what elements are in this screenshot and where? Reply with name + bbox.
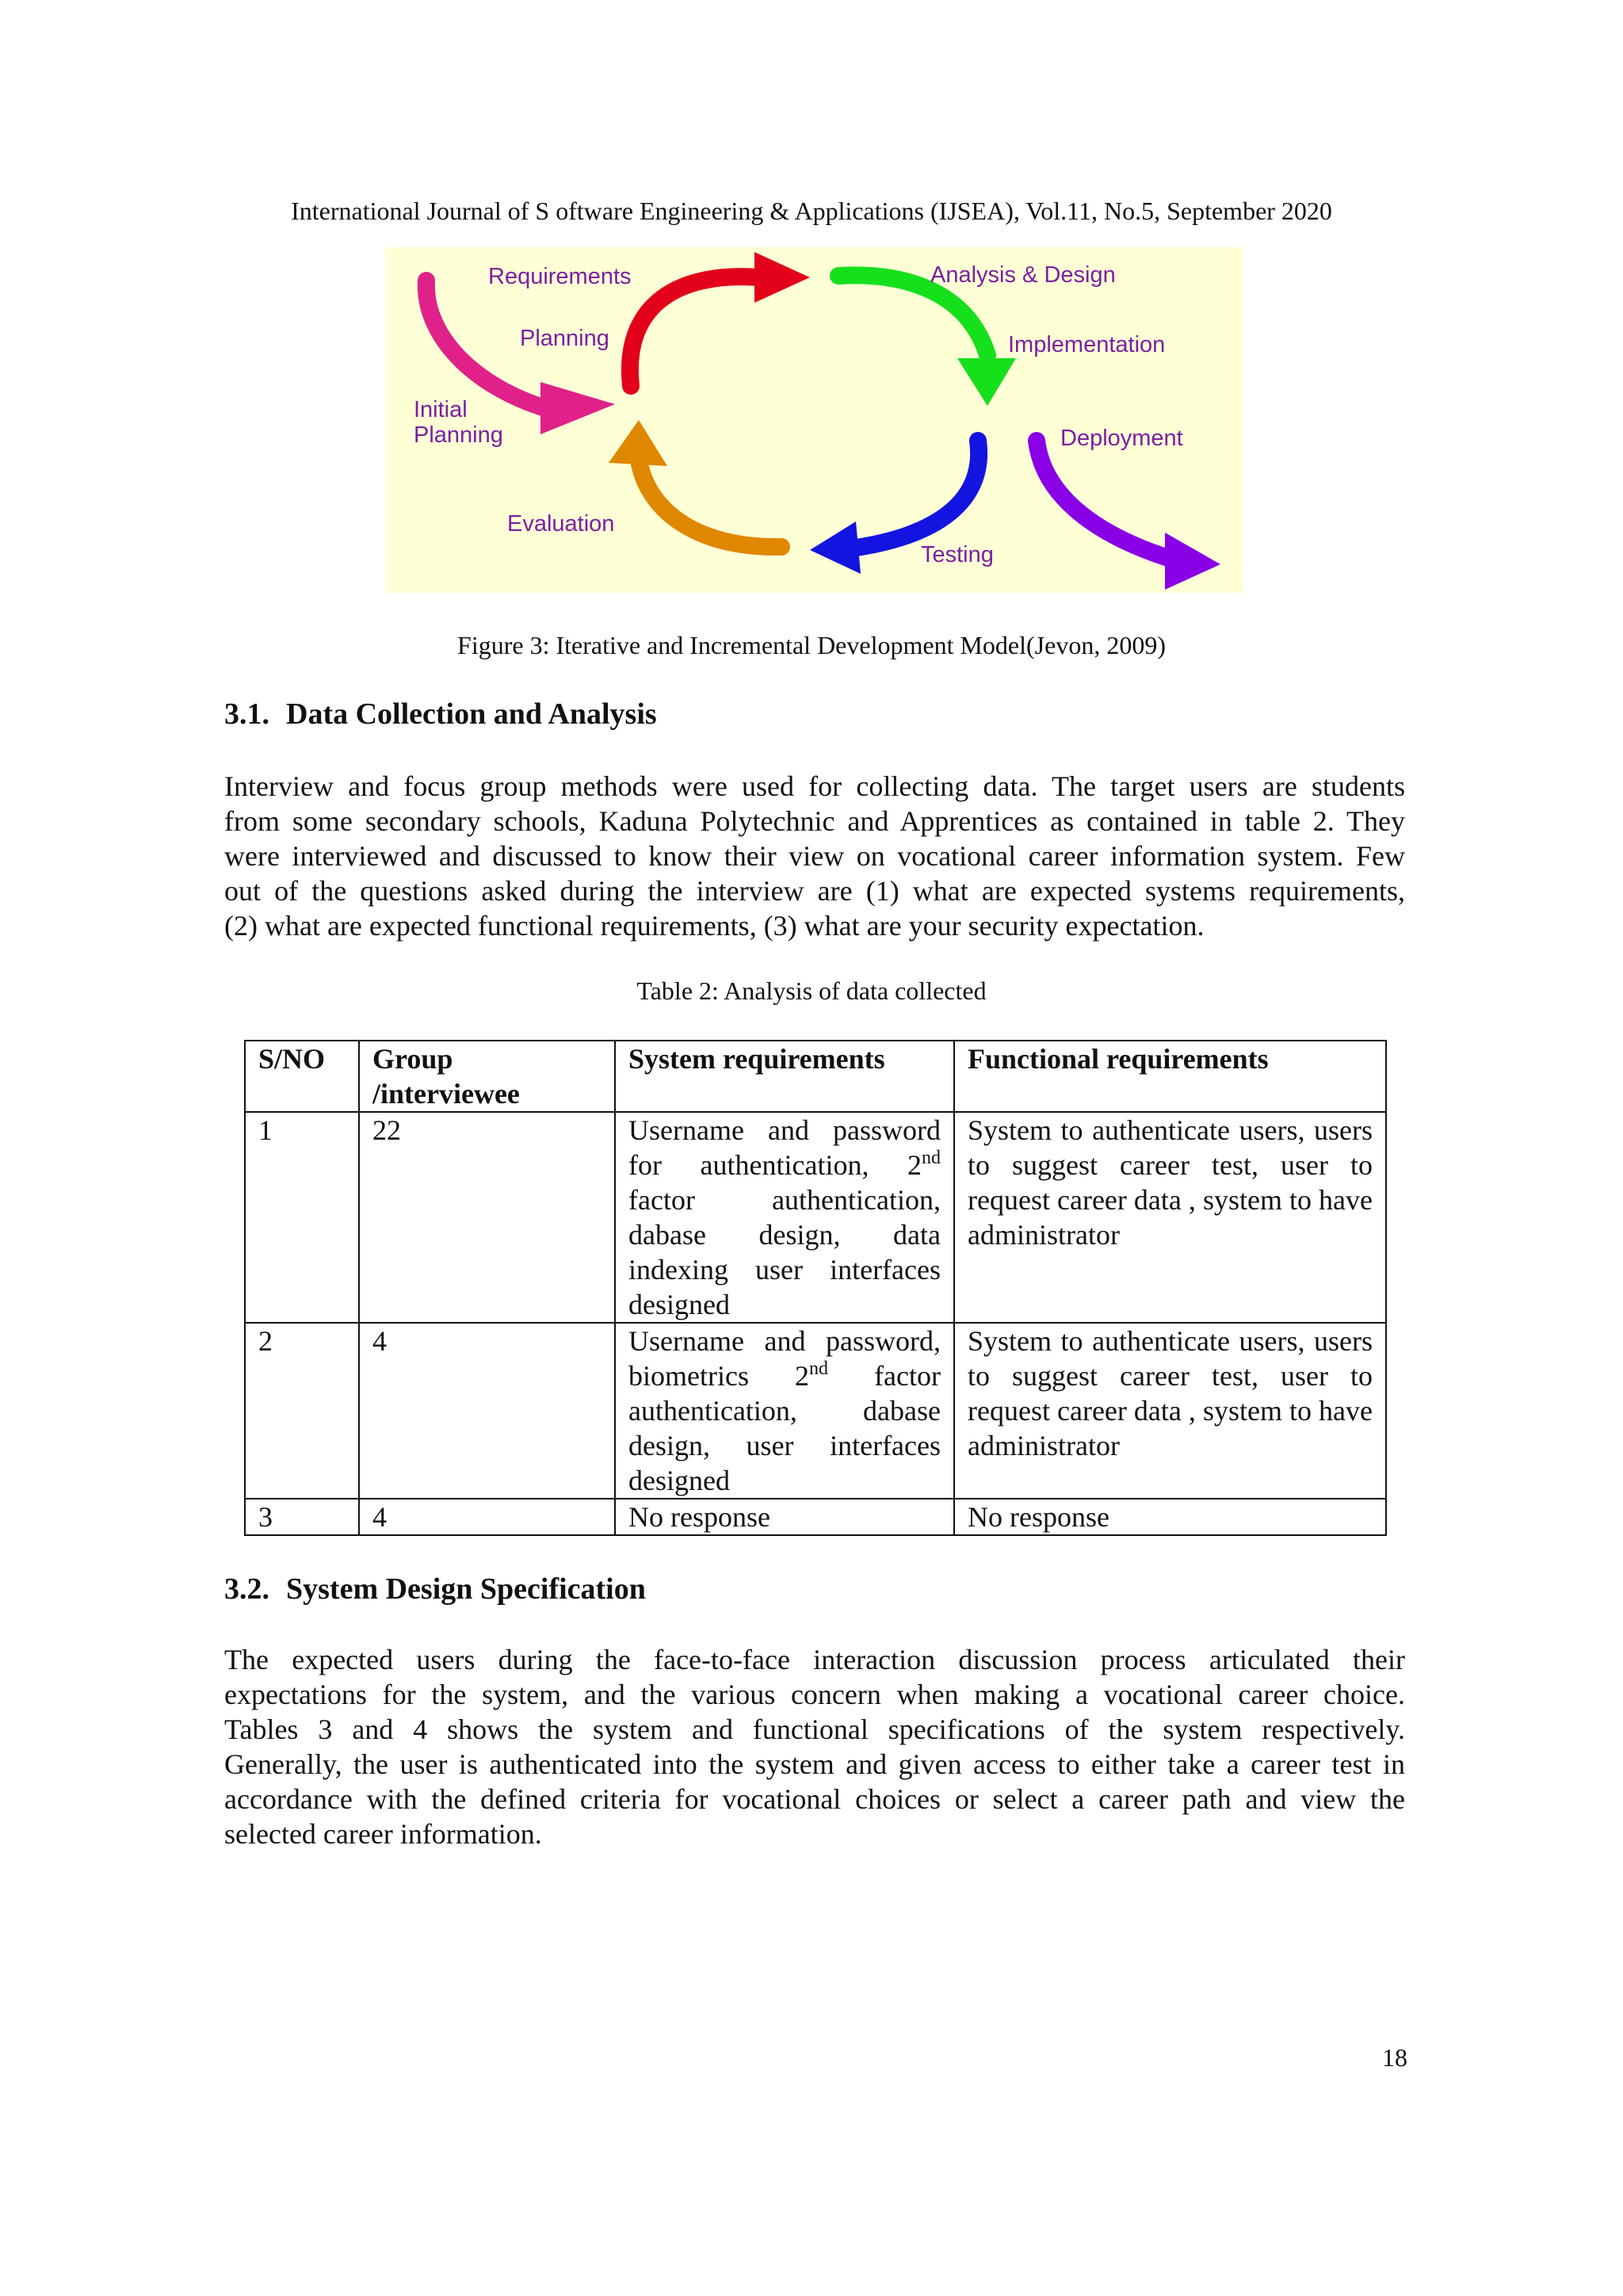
cell-group: 4 (359, 1323, 615, 1499)
label-initial: Initial (414, 397, 468, 422)
paragraph-data-collection (224, 769, 1405, 943)
header-group-line: /interviewee (372, 1078, 520, 1110)
cell-functional: System to authenticate users, users to suggest career test, user to request career data , system to have administrator (954, 1323, 1386, 1499)
figure-caption: Figure 3: Iterative and Incremental Development Model(Jevon, 2009) (457, 631, 1166, 659)
cell-group: 4 (359, 1499, 615, 1535)
section-heading-3-2 (224, 1571, 646, 1607)
paragraph-line: out of the questions asked during the interview are (1) what are expected systems requirements, (224, 875, 1405, 907)
superscript: nd (809, 1358, 829, 1379)
header-functional: Functional requirements (954, 1041, 1386, 1112)
paragraph-line: Generally, the user is authenticated into the system and given access to either take a career test in (224, 1748, 1405, 1780)
label-testing: Testing (921, 542, 994, 567)
cell-text: Username and password, biometrics 2 (628, 1325, 941, 1392)
label-analysis-design: Analysis & Design (930, 262, 1116, 288)
section-number: 3.1. (224, 697, 269, 731)
header-group-line: Group (372, 1043, 453, 1075)
cell-functional: System to authenticate users, users to suggest career test, user to request career data , system to have administrator (954, 1112, 1386, 1323)
label-initial-planning: Planning (414, 422, 503, 448)
cell-group: 22 (359, 1112, 615, 1323)
cell-system (615, 1112, 954, 1323)
paragraph-line: (2) what are expected functional requirements, (3) what are your security expectation. (224, 910, 1205, 942)
figure-3 (385, 247, 1243, 593)
header-system: System requirements (615, 1041, 954, 1112)
cell-system (615, 1323, 954, 1499)
table-row (245, 1112, 1386, 1323)
paragraph-line: expectations for the system, and the various concern when making a vocational career choice. (224, 1679, 1405, 1710)
paragraph-line: Interview and focus group methods were used for collecting data. The target users are students (224, 770, 1405, 802)
data-table (244, 1040, 1387, 1536)
paragraph-system-design (224, 1642, 1405, 1851)
cell-sno: 2 (245, 1323, 359, 1499)
superscript: nd (922, 1148, 941, 1168)
label-deployment: Deployment (1060, 426, 1183, 451)
table-caption: Table 2: Analysis of data collected (636, 976, 987, 1005)
cell-text: factor authentication, dabase design, user interfaces designed (628, 1360, 941, 1496)
header-group (359, 1041, 615, 1112)
cell-system: No response (615, 1499, 954, 1535)
cell-functional: No response (954, 1499, 1386, 1535)
header-sno: S/NO (245, 1041, 359, 1112)
cell-text: Username and password for authentication, 2 (628, 1114, 941, 1181)
paragraph-line: were interviewed and discussed to know their view on vocational career information system. Few (224, 840, 1405, 872)
section-heading-3-1 (224, 696, 657, 732)
cell-sno: 1 (245, 1112, 359, 1323)
paragraph-line: selected career information. (224, 1818, 542, 1850)
table-header-row (245, 1041, 1386, 1112)
cell-text: factor authentication, dabase design, data indexing user interfaces designed (628, 1184, 941, 1320)
label-implementation: Implementation (1008, 332, 1166, 357)
section-title: System Design Specification (286, 1572, 646, 1606)
label-evaluation: Evaluation (507, 511, 615, 537)
running-header: International Journal of S oftware Engineering & Applications (IJSEA), Vol.11, No.5, September 2020 (291, 197, 1332, 225)
paragraph-line: accordance with the defined criteria for vocational choices or select a career path and view the (224, 1783, 1405, 1815)
section-number: 3.2. (224, 1572, 269, 1606)
iterative-model-diagram (385, 247, 1243, 593)
table-row (245, 1323, 1386, 1499)
cell-sno: 3 (245, 1499, 359, 1535)
paragraph-line: The expected users during the face-to-face interaction discussion process articulated their (224, 1644, 1405, 1675)
label-planning: Planning (520, 326, 609, 351)
section-title: Data Collection and Analysis (286, 697, 657, 731)
paragraph-line: from some secondary schools, Kaduna Polytechnic and Apprentices as contained in table 2. They (224, 805, 1405, 837)
table-row (245, 1499, 1386, 1535)
label-requirements: Requirements (488, 264, 632, 289)
paragraph-line: Tables 3 and 4 shows the system and functional specifications of the system respectively. (224, 1713, 1405, 1745)
page-number: 18 (1382, 2043, 1407, 2072)
